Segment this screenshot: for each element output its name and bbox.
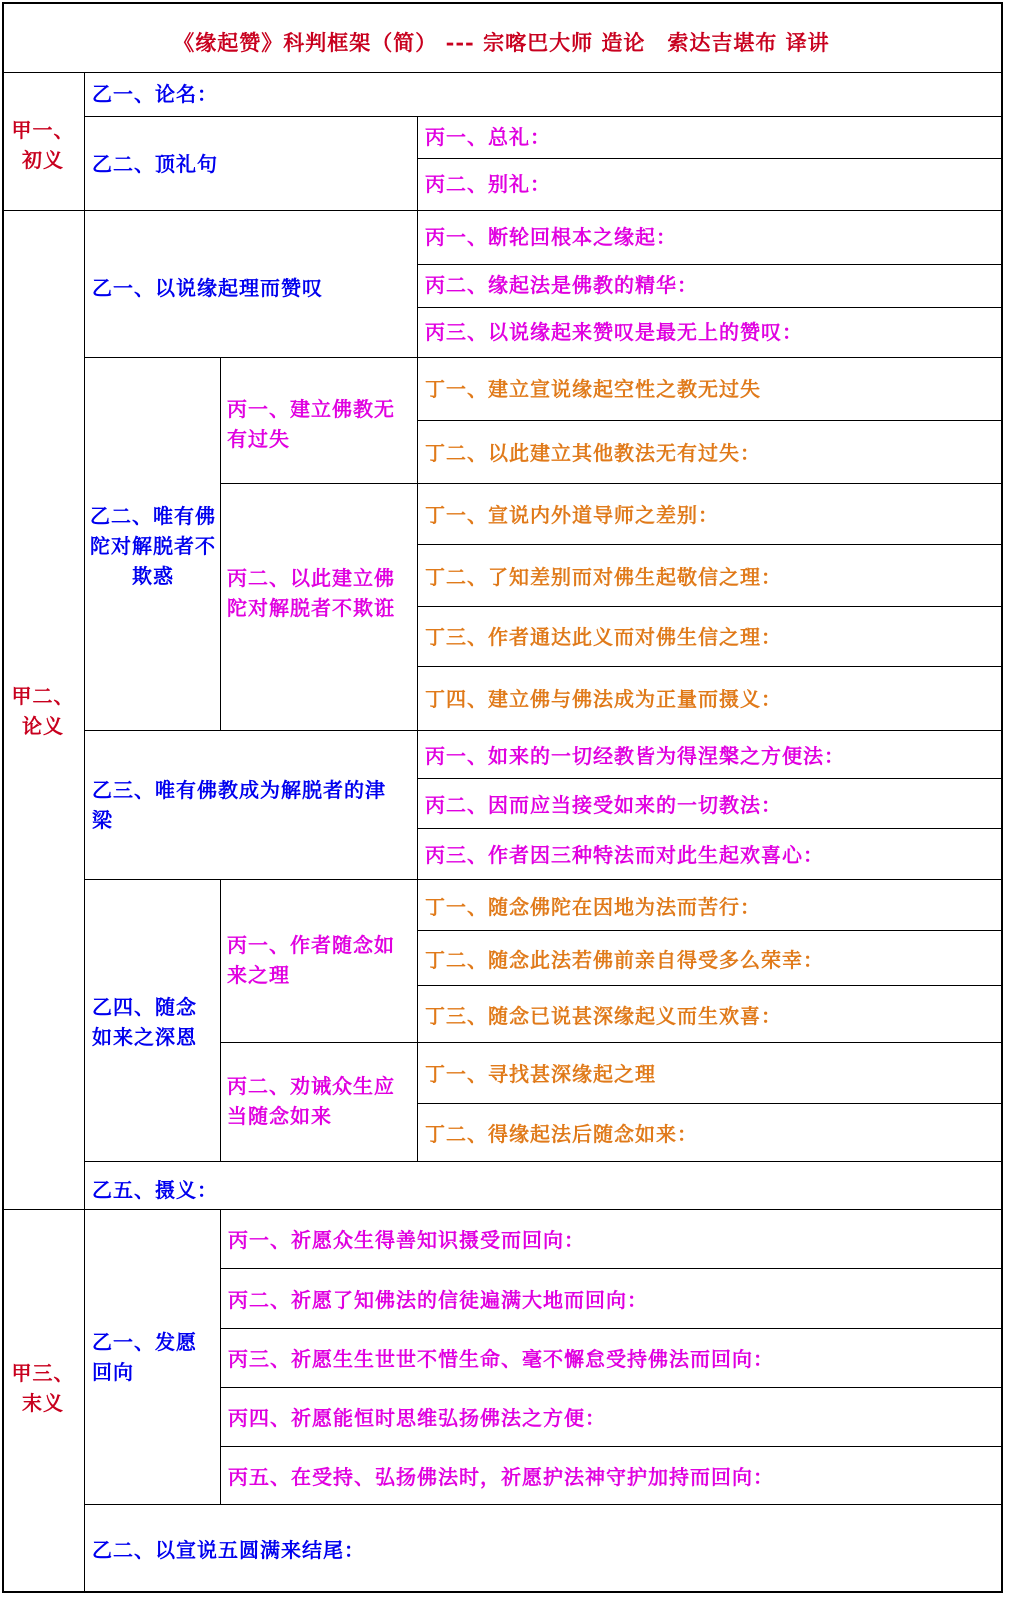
divider <box>221 1268 1003 1269</box>
divider <box>418 307 1003 308</box>
divider <box>220 357 221 730</box>
divider <box>2 72 1003 73</box>
list-item: 丁一、宣说内外道导师之差别： <box>425 503 719 527</box>
item-yi2-label: 乙二、唯有佛陀对解脱者不欺惑 <box>90 504 216 588</box>
item-yi1-label: 乙一、发愿回向 <box>92 1330 197 1384</box>
divider <box>220 1209 221 1504</box>
divider <box>84 72 85 1593</box>
list-item: 丙四、祈愿能恒时思维弘扬佛法之方便： <box>228 1406 606 1430</box>
item-bing2-label: 丙二、以此建立佛陀对解脱者不欺诳 <box>227 566 395 620</box>
divider <box>418 778 1003 779</box>
list-item: 丁一、随念佛陀在因地为法而苦行： <box>425 895 761 919</box>
list-item: 丁二、得缘起法后随念如来： <box>425 1122 698 1146</box>
divider <box>418 544 1003 545</box>
list-item: 丁一、建立宣说缘起空性之教无过失 <box>425 377 761 401</box>
divider <box>85 357 1003 358</box>
divider <box>418 606 1003 607</box>
divider <box>417 116 418 210</box>
list-item: 丙二、别礼： <box>425 172 551 196</box>
divider <box>221 483 1003 484</box>
divider <box>221 1387 1003 1388</box>
divider <box>221 1042 1003 1043</box>
list-item: 丙二、因而应当接受如来的一切教法： <box>425 793 782 817</box>
divider <box>418 985 1003 986</box>
list-item: 丁三、随念已说甚深缘起义而生欢喜： <box>425 1004 782 1028</box>
list-item: 丁三、作者通达此义而对佛生信之理： <box>425 625 782 649</box>
item-yi2-label: 乙二、以宣说五圆满来结尾： <box>92 1538 365 1562</box>
list-item: 丁四、建立佛与佛法成为正量而摄义： <box>425 687 782 711</box>
divider <box>85 116 1003 117</box>
divider <box>221 1446 1003 1447</box>
item-yi1-label: 乙一、以说缘起理而赞叹 <box>92 276 323 300</box>
divider <box>85 730 1003 731</box>
divider <box>85 879 1003 880</box>
divider <box>418 930 1003 931</box>
list-item: 丁二、随念此法若佛前亲自得受多么荣幸： <box>425 948 824 972</box>
list-item: 丙二、缘起法是佛教的精华： <box>425 273 698 297</box>
list-item: 丙三、以说缘起来赞叹是最无上的赞叹： <box>425 320 803 344</box>
item-yi3-label: 乙三、唯有佛教成为解脱者的津梁 <box>92 778 386 832</box>
list-item: 丁二、了知差别而对佛生起敬信之理： <box>425 565 782 589</box>
item-yi2-homage: 乙二、顶礼句 <box>92 152 218 176</box>
divider <box>418 420 1003 421</box>
list-item: 丙一、断轮回根本之缘起： <box>425 225 677 249</box>
divider <box>418 1103 1003 1104</box>
list-item: 丙一、祈愿众生得善知识摄受而回向： <box>228 1228 585 1252</box>
divider <box>418 666 1003 667</box>
divider <box>220 879 221 1161</box>
divider <box>221 1328 1003 1329</box>
section-jia2-label: 甲二、论义 <box>11 684 75 738</box>
page-title: 《缘起赞》科判框架（简） --- 宗喀巴大师 造论 索达吉堪布 译讲 <box>173 30 830 55</box>
item-bing1-label: 丙一、建立佛教无有过失 <box>227 397 395 451</box>
item-yi4-label: 乙四、随念如来之深恩 <box>92 995 197 1049</box>
divider <box>85 1161 1003 1162</box>
list-item: 丁一、寻找甚深缘起之理 <box>425 1062 656 1086</box>
list-item: 丙一、如来的一切经教皆为得涅槃之方便法： <box>425 744 845 768</box>
item-yi1-title: 乙一、论名： <box>92 82 218 106</box>
list-item: 丙一、总礼： <box>425 125 551 149</box>
divider <box>2 210 1003 211</box>
list-item: 丙三、祈愿生生世世不惜生命、毫不懈怠受持佛法而回向： <box>228 1347 774 1371</box>
divider <box>2 1209 1003 1210</box>
section-jia1-label: 甲一、初义 <box>11 118 75 172</box>
divider <box>418 264 1003 265</box>
list-item: 丙二、祈愿了知佛法的信徒遍满大地而回向： <box>228 1288 648 1312</box>
list-item: 丁二、以此建立其他教法无有过失： <box>425 441 761 465</box>
divider <box>417 210 418 1161</box>
section-jia3-label: 甲三、末义 <box>11 1361 75 1415</box>
item-bing2-label: 丙二、劝诫众生应当随念如来 <box>227 1074 395 1128</box>
item-bing1-label: 丙一、作者随念如来之理 <box>227 933 395 987</box>
divider <box>418 828 1003 829</box>
list-item: 丙五、在受持、弘扬佛法时，祈愿护法神守护加持而回向： <box>228 1465 774 1489</box>
list-item: 丙三、作者因三种特法而对此生起欢喜心： <box>425 843 824 867</box>
item-yi5-label: 乙五、摄义： <box>92 1178 218 1202</box>
divider <box>418 158 1003 159</box>
divider <box>85 1504 1003 1505</box>
